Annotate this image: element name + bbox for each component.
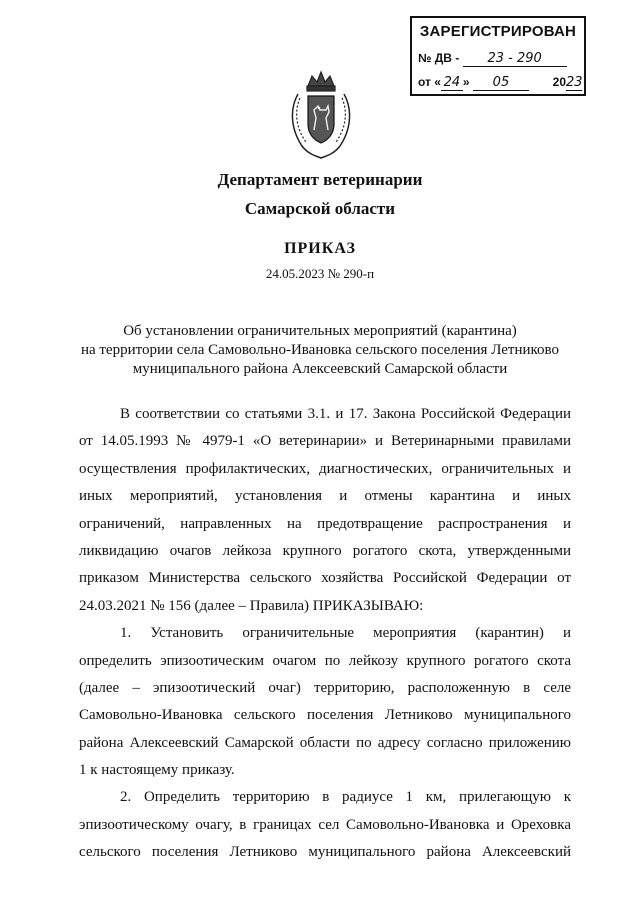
order-subject [60, 322, 580, 379]
department-name-line1: Департамент ветеринарии [217, 170, 423, 189]
subject-line: Об установлении ограничительных мероприятий (карантина) [123, 323, 517, 339]
stamp-month: 05 [473, 75, 529, 91]
paragraph-preamble [79, 401, 571, 620]
department-name-line2: Самарской области [244, 199, 396, 218]
text-line: 2. Определить территорию в радиусе 1 км, прилегающую к [120, 789, 571, 806]
text-line: от 14.05.1993 № 4979-1 «О ветеринарии» и Ветеринарными правилами [79, 433, 571, 450]
text-line: (далее – эпизоотический очаг) территорию, расположенную в селе [79, 679, 571, 696]
order-date-number: 24.05.2023 № 290-п [265, 266, 375, 281]
paragraph-item-1 [79, 620, 571, 784]
subject-line: муниципального района Алексеевский Самарской области [132, 361, 508, 377]
order-title: ПРИКАЗ [284, 240, 356, 257]
stamp-date-row [418, 75, 584, 91]
stamp-date-prefix: от « [418, 75, 441, 89]
text-line: Самовольно-Ивановка сельского поселения Летниково муниципального [79, 707, 571, 724]
text-line: района Алексеевский Самарской области по адресу согласно приложению [79, 734, 571, 751]
subject-line: на территории села Самовольно-Ивановка сельского поселения Летниково [80, 342, 560, 358]
stamp-title: ЗАРЕГИСТРИРОВАН [419, 23, 577, 40]
text-line: приказом Министерства сельского хозяйства Российской Федерации от [79, 570, 571, 587]
text-line: 1 к настоящему приказу. [79, 762, 235, 779]
text-line: 1. Установить ограничительные мероприятия (карантин) и [120, 625, 571, 642]
stamp-number-label: № ДВ - [418, 51, 460, 65]
stamp-date-mid: » [462, 75, 470, 89]
text-line: осуществления профилактических, диагностических, ограничительных и [79, 460, 571, 477]
samara-region-coat-of-arms-icon [286, 68, 356, 160]
stamp-day: 24 [441, 75, 463, 91]
text-line: определить эпизоотическим очагом по лейкозу крупного рогатого скота [79, 652, 571, 669]
order-body [79, 401, 571, 867]
text-line: ликвидацию очагов лейкоза крупного рогатого скота, утвержденными [79, 542, 571, 559]
stamp-year-printed: 20 [552, 75, 566, 89]
text-line: эпизоотическому очагу, в границах сел Самовольно-Ивановка и Ореховка [79, 816, 571, 833]
stamp-number-value: 23 - 290 [463, 51, 567, 67]
registration-stamp [410, 16, 586, 96]
stamp-number-row [418, 51, 567, 67]
stamp-year [553, 75, 582, 91]
text-line: сельского поселения Летниково муниципального района Алексеевский [79, 844, 571, 861]
stamp-year-handwritten: 23 [566, 75, 583, 90]
paragraph-item-2 [79, 784, 571, 866]
text-line: 24.03.2021 № 156 (далее – Правила) ПРИКАЗЫВАЮ: [79, 597, 424, 614]
text-line: иных мероприятий, установления и отмены карантина и иных [79, 488, 571, 505]
text-line: ограничений, направленных на предотвращение распространения и [79, 515, 571, 532]
text-line: В соответствии со статьями 3.1. и 17. Закона Российской Федерации [120, 406, 571, 422]
